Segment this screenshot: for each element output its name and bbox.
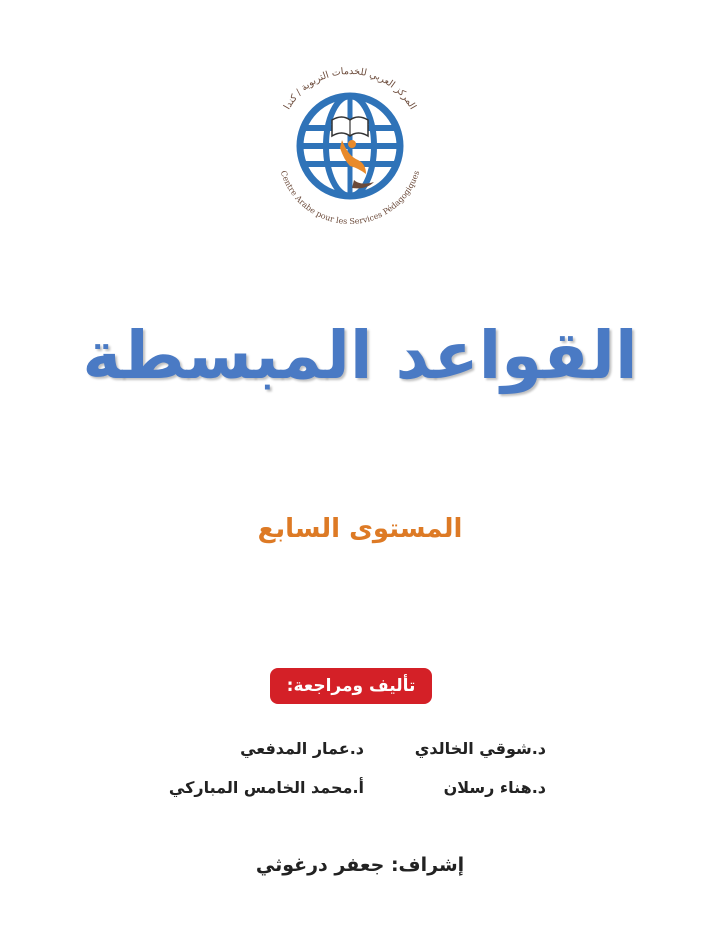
center-logo xyxy=(262,56,438,232)
logo-french-text: Centre Arabe pour les Services Pédagogiques xyxy=(278,169,422,227)
book-title: القواعد المبسطة xyxy=(82,317,638,394)
author-2: د.عمار المدفعي xyxy=(240,739,364,758)
logo-arabic-text: المركز العربي للخدمات التربوية / كندا xyxy=(281,65,419,112)
author-1: د.شوقي الخالدي xyxy=(414,739,546,758)
book-icon xyxy=(332,117,368,136)
supervision-line: إشراف: جعفر درغوثي xyxy=(255,854,465,876)
authors-label-badge: تأليف ومراجعة: xyxy=(270,668,432,704)
author-3: د.هناء رسلان xyxy=(443,778,546,797)
level-subtitle: المستوى السابع xyxy=(257,514,463,544)
author-4: أ.محمد الخامس المباركي xyxy=(168,778,364,797)
